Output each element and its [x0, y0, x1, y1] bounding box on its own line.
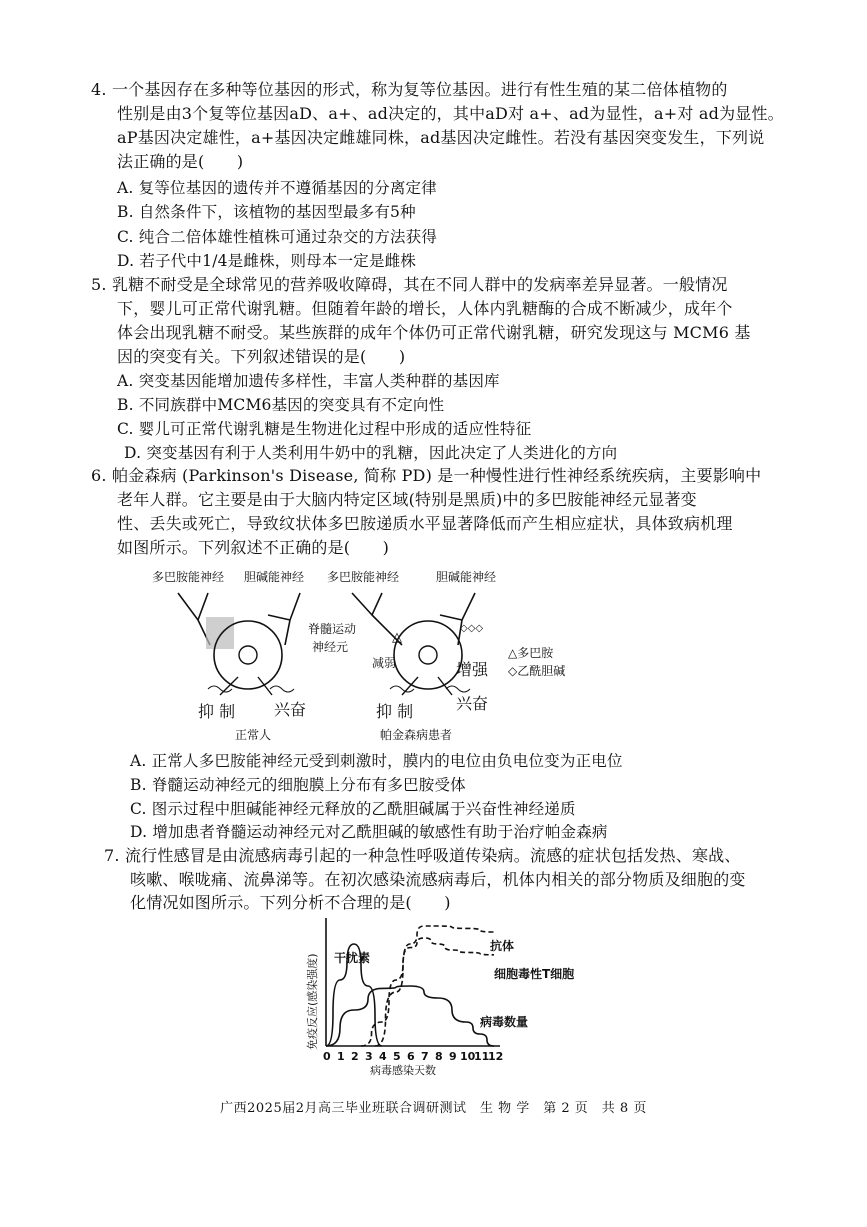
q6-stem-line-2: 老年人群。它主要是由于大脑内特定区域(特别是黑质)中的多巴胺能神经元显著变 — [117, 490, 697, 509]
q4-stem-line-4: 法正确的是( ) — [117, 152, 244, 171]
q6-option-c: C. 图示过程中胆碱能神经元释放的乙酰胆碱属于兴奋性神经递质 — [130, 800, 576, 818]
q4-stem-line-1: 4. 一个基因存在多种等位基因的形式，称为复等位基因。进行有性生殖的某二倍体植物的 — [91, 80, 728, 99]
spinal-neuron-patient — [394, 621, 462, 689]
spinal-neuron-normal — [214, 621, 282, 689]
fig-label-inhibit-normal: 抑 制 — [198, 702, 236, 721]
q5-stem-line-2: 下，婴儿可正常代谢乳糖。但随着年龄的增长，人体内乳糖酶的合成不断减少，成年个 — [117, 299, 733, 318]
dopamine-marker-icon: △ — [392, 630, 402, 645]
blurred-synapse-normal — [206, 617, 234, 649]
fig-label-spinal-neuron-2: 神经元 — [312, 640, 349, 654]
virus-count-line — [326, 986, 494, 1046]
page-footer: 广西2025届2月高三毕业班联合调研测试 生 物 学 第 2 页 共 8 页 — [220, 1101, 647, 1116]
q6-option-b: B. 脊髓运动神经元的细胞膜上分布有多巴胺受体 — [130, 776, 466, 794]
immune-response-chart — [300, 910, 600, 1080]
fig-label-excite-patient: 兴奋 — [456, 694, 489, 713]
chart-series — [326, 926, 494, 1046]
q6-stem-line-1: 6. 帕金森病 (Parkinson's Disease, 简称 PD) 是一种慢性进行性神经系统疾病，主要影响中 — [91, 466, 762, 485]
chart-x-axis-label: 病毒感染天数 — [370, 1064, 436, 1077]
q6-stem-line-3: 性、丢失或死亡，导致纹状体多巴胺递质水平显著降低而产生相应症状，具体致病机理 — [117, 514, 733, 533]
q4-option-c: C. 纯合二倍体雄性植株可通过杂交的方法获得 — [117, 228, 438, 246]
q4-option-d: D. 若子代中1/4是雌株，则母本一定是雌株 — [117, 252, 417, 270]
x-tick-label: 3 — [365, 1050, 373, 1063]
series-label-cytotoxic-t: 细胞毒性T细胞 — [494, 967, 575, 981]
fig-label-strengthen: 增强 — [456, 660, 489, 679]
chart-axes — [326, 918, 500, 1046]
q7-stem-line-1: 7. 流行性感冒是由流感病毒引起的一种急性呼吸道传染病。流感的症状包括发热、寒战、 — [104, 846, 741, 865]
q5-stem-line-4: 因的突变有关。下列叙述错误的是( ) — [117, 347, 406, 366]
q4-stem-line-2: 性别是由3个复等位基因aD、a+、ad决定的，其中aD对 a+、ad为显性，a+对 ad为显性。 — [117, 104, 784, 123]
x-tick-label: 12 — [488, 1050, 504, 1063]
fig-label-normal-person: 正常人 — [235, 728, 272, 742]
cytotoxic-t-cell-line — [361, 938, 494, 1046]
x-tick-label: 2 — [351, 1050, 359, 1063]
chart-y-axis-label: 免疫反应(感染强度) — [306, 953, 319, 1050]
q6-stem-line-4: 如图所示。下列叙述不正确的是( ) — [117, 538, 390, 557]
x-tick-label: 1 — [337, 1050, 345, 1063]
q4-option-b: B. 自然条件下，该植物的基因型最多有5种 — [117, 203, 416, 221]
choline-axon-normal — [268, 593, 300, 645]
fig-legend-acetylcholine: ◇乙酰胆碱 — [508, 664, 566, 678]
q5-option-b: B. 不同族群中MCM6基因的突变具有不定向性 — [117, 396, 445, 414]
fig-label-weaken: 减弱 — [372, 656, 397, 670]
parkinson-mechanism-figure — [140, 565, 590, 745]
q6-option-a: A. 正常人多巴胺能神经元受到刺激时，膜内的电位由负电位变为正电位 — [130, 752, 623, 770]
x-tick-label: 7 — [421, 1050, 429, 1063]
x-tick-label: 11 — [474, 1050, 490, 1063]
q5-option-d: D. 突变基因有利于人类利用牛奶中的乳糖，因此决定了人类进化的方向 — [124, 444, 618, 462]
fig-label-inhibit-patient: 抑 制 — [376, 702, 414, 721]
chart-x-ticks — [323, 1050, 503, 1063]
series-label-interferon: 干扰素 — [334, 951, 371, 965]
fig-label-excite-normal: 兴奋 — [274, 700, 307, 719]
fig-legend-dopamine: △多巴胺 — [508, 646, 554, 660]
x-tick-label: 5 — [393, 1050, 401, 1063]
fig-label-spinal-neuron-1: 脊髓运动 — [308, 622, 357, 636]
fig-label-choline-neuron-normal: 胆碱能神经 — [244, 570, 305, 584]
x-tick-label: 0 — [323, 1050, 331, 1063]
fig-label-choline-neuron-patient: 胆碱能神经 — [436, 570, 497, 584]
q5-stem-line-1: 5. 乳糖不耐受是全球常见的营养吸收障碍，其在不同人群中的发病率差异显著。一般情况 — [91, 275, 728, 294]
x-tick-label: 6 — [407, 1050, 415, 1063]
x-tick-label: 8 — [435, 1050, 443, 1063]
fig-label-dopamine-neuron-normal: 多巴胺能神经 — [152, 570, 225, 584]
x-tick-label: 4 — [379, 1050, 387, 1063]
q5-stem-line-3: 体会出现乳糖不耐受。某些族群的成年个体仍可正常代谢乳糖，研究发现这与 MCM6 基 — [117, 323, 751, 342]
series-label-virus-count: 病毒数量 — [480, 1015, 529, 1029]
q4-stem-line-3: aP基因决定雄性，a+基因决定雌雄同株，ad基因决定雌性。若没有基因突变发生，下列说 — [117, 128, 765, 147]
q4-option-a: A. 复等位基因的遗传并不遵循基因的分离定律 — [117, 179, 437, 197]
series-label-antibody: 抗体 — [490, 939, 515, 953]
q7-stem-line-3: 化情况如图所示。下列分析不合理的是( ) — [130, 893, 451, 912]
dopamine-axon-normal — [178, 593, 210, 645]
fig-label-dopamine-neuron-patient: 多巴胺能神经 — [327, 570, 400, 584]
q5-option-c: C. 婴儿可正常代谢乳糖是生物进化过程中形成的适应性特征 — [117, 420, 532, 438]
fig-label-parkinson-patient: 帕金森病患者 — [380, 728, 453, 742]
q6-option-d: D. 增加患者脊髓运动神经元对乙酰胆碱的敏感性有助于治疗帕金森病 — [130, 823, 608, 841]
x-tick-label: 10 — [460, 1050, 476, 1063]
q5-option-a: A. 突变基因能增加遗传多样性，丰富人类种群的基因库 — [117, 372, 500, 390]
acetylcholine-markers-icon: ◇◇◇ — [460, 623, 484, 634]
x-tick-label: 9 — [449, 1050, 457, 1063]
q7-stem-line-2: 咳嗽、喉咙痛、流鼻涕等。在初次感染流感病毒后，机体内相关的部分物质及细胞的变 — [130, 870, 746, 889]
